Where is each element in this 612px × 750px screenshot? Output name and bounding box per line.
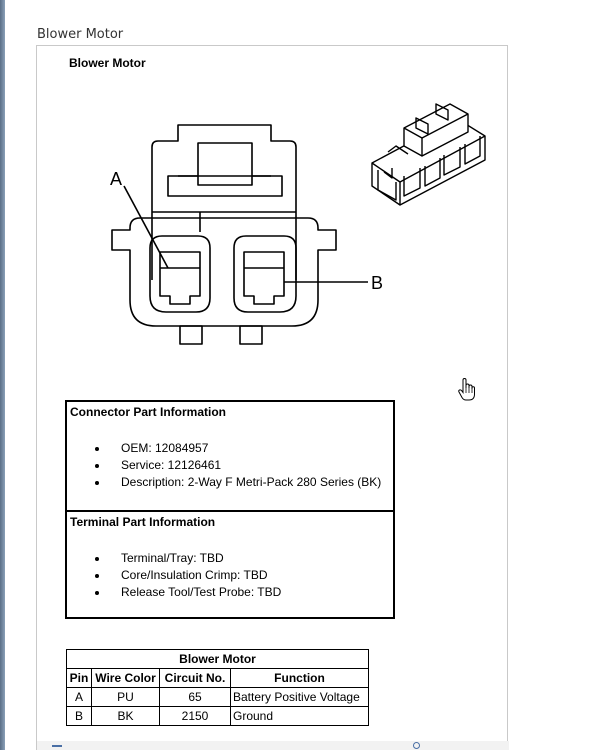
- pin-cavity-a: [150, 236, 210, 312]
- cell-function: Battery Positive Voltage: [231, 688, 369, 707]
- connector-foot-left: [180, 326, 202, 344]
- part-information-box: [65, 400, 395, 619]
- connector-info-item: OEM: 12084957: [89, 440, 381, 457]
- column-header-wire-color: Wire Color: [92, 669, 160, 688]
- cell-circuit: 65: [160, 688, 231, 707]
- column-header-function: Function: [231, 669, 369, 688]
- cell-pin: A: [67, 688, 92, 707]
- column-header-circuit: Circuit No.: [160, 669, 231, 688]
- document-toolbar: [37, 741, 509, 750]
- terminal-info-section: [67, 512, 393, 617]
- connector-info-heading: Connector Part Information: [70, 405, 227, 419]
- pin-table-header-row: [67, 669, 369, 688]
- page-heading: Blower Motor: [37, 27, 124, 42]
- table-row: [67, 707, 369, 726]
- terminal-info-list: [89, 550, 281, 601]
- cell-wire-color: PU: [92, 688, 160, 707]
- cell-wire-color: BK: [92, 707, 160, 726]
- document-title: Blower Motor: [69, 56, 146, 70]
- connector-3d-illustration: [372, 104, 485, 205]
- connector-body-outline: [152, 125, 296, 280]
- toolbar-menu-icon[interactable]: [52, 745, 62, 747]
- connector-info-item: Service: 12126461: [89, 457, 381, 474]
- hand-pointer-icon: [458, 378, 476, 402]
- table-row: [67, 688, 369, 707]
- pin-table-title: Blower Motor: [67, 650, 369, 669]
- cell-circuit: 2150: [160, 707, 231, 726]
- zoom-icon[interactable]: [413, 742, 420, 749]
- terminal-info-item: Core/Insulation Crimp: TBD: [89, 567, 281, 584]
- terminal-info-item: Terminal/Tray: TBD: [89, 550, 281, 567]
- column-header-pin: Pin: [67, 669, 92, 688]
- connector-info-section: [67, 402, 393, 512]
- cell-pin: B: [67, 707, 92, 726]
- connector-info-list: [89, 440, 381, 491]
- terminal-info-item: Release Tool/Test Probe: TBD: [89, 584, 281, 601]
- pin-table-title-row: [67, 650, 369, 669]
- connector-info-item: Description: 2-Way F Metri-Pack 280 Series (BK): [89, 474, 381, 491]
- connector-housing: [112, 218, 336, 326]
- pin-b-label: B: [371, 273, 384, 293]
- connector-latch: [198, 143, 252, 185]
- terminal-info-heading: Terminal Part Information: [70, 515, 216, 529]
- pin-table: [66, 649, 369, 726]
- cell-function: Ground: [231, 707, 369, 726]
- pin-a-label: A: [110, 169, 123, 189]
- connector-foot-right: [240, 326, 262, 344]
